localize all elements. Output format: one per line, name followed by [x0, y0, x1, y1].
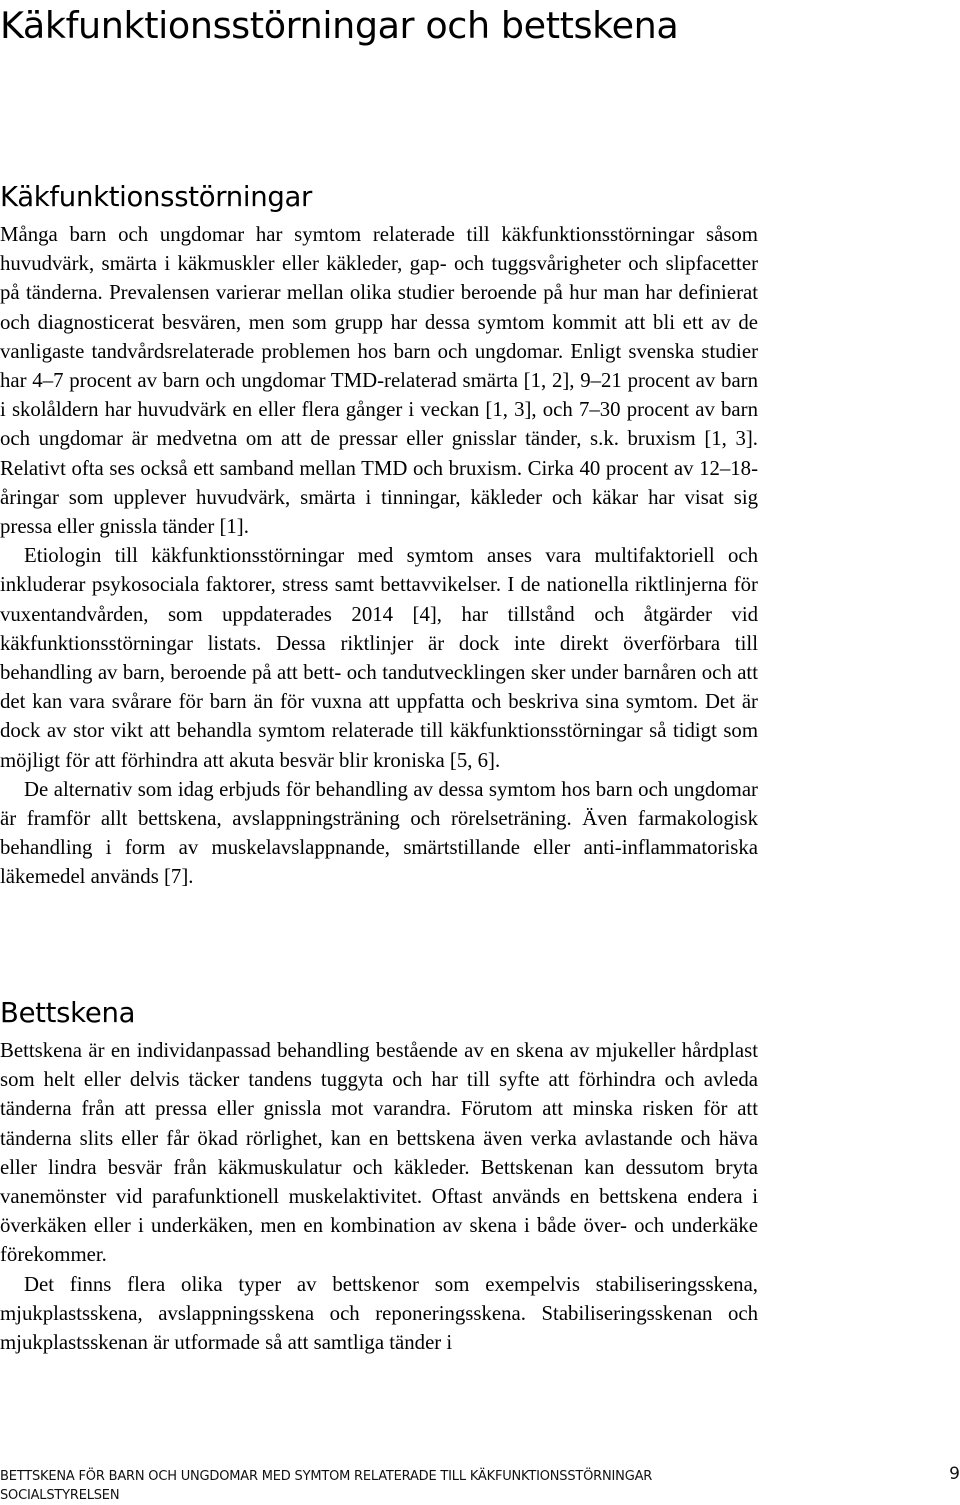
page-footer — [0, 1464, 960, 1505]
section-heading: Bettskena — [0, 997, 136, 1029]
section-kakfunktionsstorningar — [0, 180, 758, 892]
section-heading: Käkfunktionsstörningar — [0, 181, 313, 213]
publisher-name: SOCIALSTYRELSEN — [0, 1488, 120, 1503]
paragraph: De alternativ som idag erbjuds för behandling av dessa symtom hos barn och ungdomar är framför allt bettskena, avslappningsträning och rörelseträning. Även farmakologisk behandling i form av muskelavslappnande, smärtstillande eller anti-inflammatoriska läkemedel används [7]. — [0, 777, 758, 889]
paragraph: Det finns flera olika typer av bettskenor som exempelvis stabiliseringsskena, mjukplastsskena, avslappningsskena och reponeringsskena. Stabiliseringsskenan och mjukplastsskenan är utformade så att samtliga tänder i — [0, 1272, 758, 1355]
page-number: 9 — [949, 1464, 960, 1484]
document-title: Käkfunktionsstörningar och bettskena — [0, 4, 679, 47]
running-title: BETTSKENA FÖR BARN OCH UNGDOMAR MED SYMTOM RELATERADE TILL KÄKFUNKTIONSSTÖRNINGAR — [0, 1469, 653, 1484]
paragraph: Etiologin till käkfunktionsstörningar med symtom anses vara multifaktoriell och inkluderar psykosociala faktorer, stress samt bettavvikelser. I de nationella riktlinjerna för vuxentandvården, som uppdaterades 2014 [4], har tillstånd och åtgärder vid käkfunktionsstörningar listats. Dessa riktlinjer är dock inte direkt överförbara till behandling av barn, beroende på att bett- och tandutvecklingen sker under barnåren och att det kan vara svårare för barn än för vuxna att uppfatta och beskriva sina symtom. Det är dock av stor vikt att behandla symtom relaterade till käkfunktionsstörningar så tidigt som möjligt för att förhindra att akuta besvär blir kroniska [5, 6]. — [0, 544, 758, 772]
paragraph: Bettskena är en individanpassad behandling bestående av en skena av mjukeller hårdplast som helt eller delvis täcker tandens tuggyta och har till syfte att förhindra och avleda tänderna från att pressa eller gnissla mot varandra. Förutom att minska risken för att tänderna slits eller får ökad rörlighet, kan en bettskena även verka avlastande och häva eller lindra besvär från käkmuskulatur och käkleder. Bettskenan kan dessutom bryta vanemönster vid parafunktionell muskelaktivitet. Oftast används en bettskena endera i överkäken eller i underkäken, men en kombination av skena i både över- och underkäke förekommer. — [0, 1039, 758, 1267]
section-bettskena — [0, 996, 758, 1357]
paragraph: Många barn och ungdomar har symtom relaterade till käkfunktionsstörningar såsom huvudvärk, smärta i käkmuskler eller käkleder, gap- och tuggsvårigheter och slipfacetter på tänderna. Prevalensen varierar mellan olika studier beroende på hur man har definierat och diagnosticerat besvären, men som grupp har dessa symtom kommit att bli ett av de vanligaste tandvårdsrelaterade problemen hos barn och ungdomar. Enligt svenska studier har 4–7 procent av barn och ungdomar TMD-relaterad smärta [1, 2], 9–21 procent av barn i skolåldern har huvudvärk en eller flera gånger i veckan [1, 3], och 7–30 procent av barn och ungdomar är medvetna om att de pressar eller gnisslar tänder, s.k. bruxism [1, 3]. Relativt ofta ses också ett samband mellan TMD och bruxism. Cirka 40 procent av 12–18- åringar som upplever huvudvärk, smärta i tinningar, käkleder och käkar har visat sig pressa eller gnissla tänder [1]. — [0, 223, 758, 539]
